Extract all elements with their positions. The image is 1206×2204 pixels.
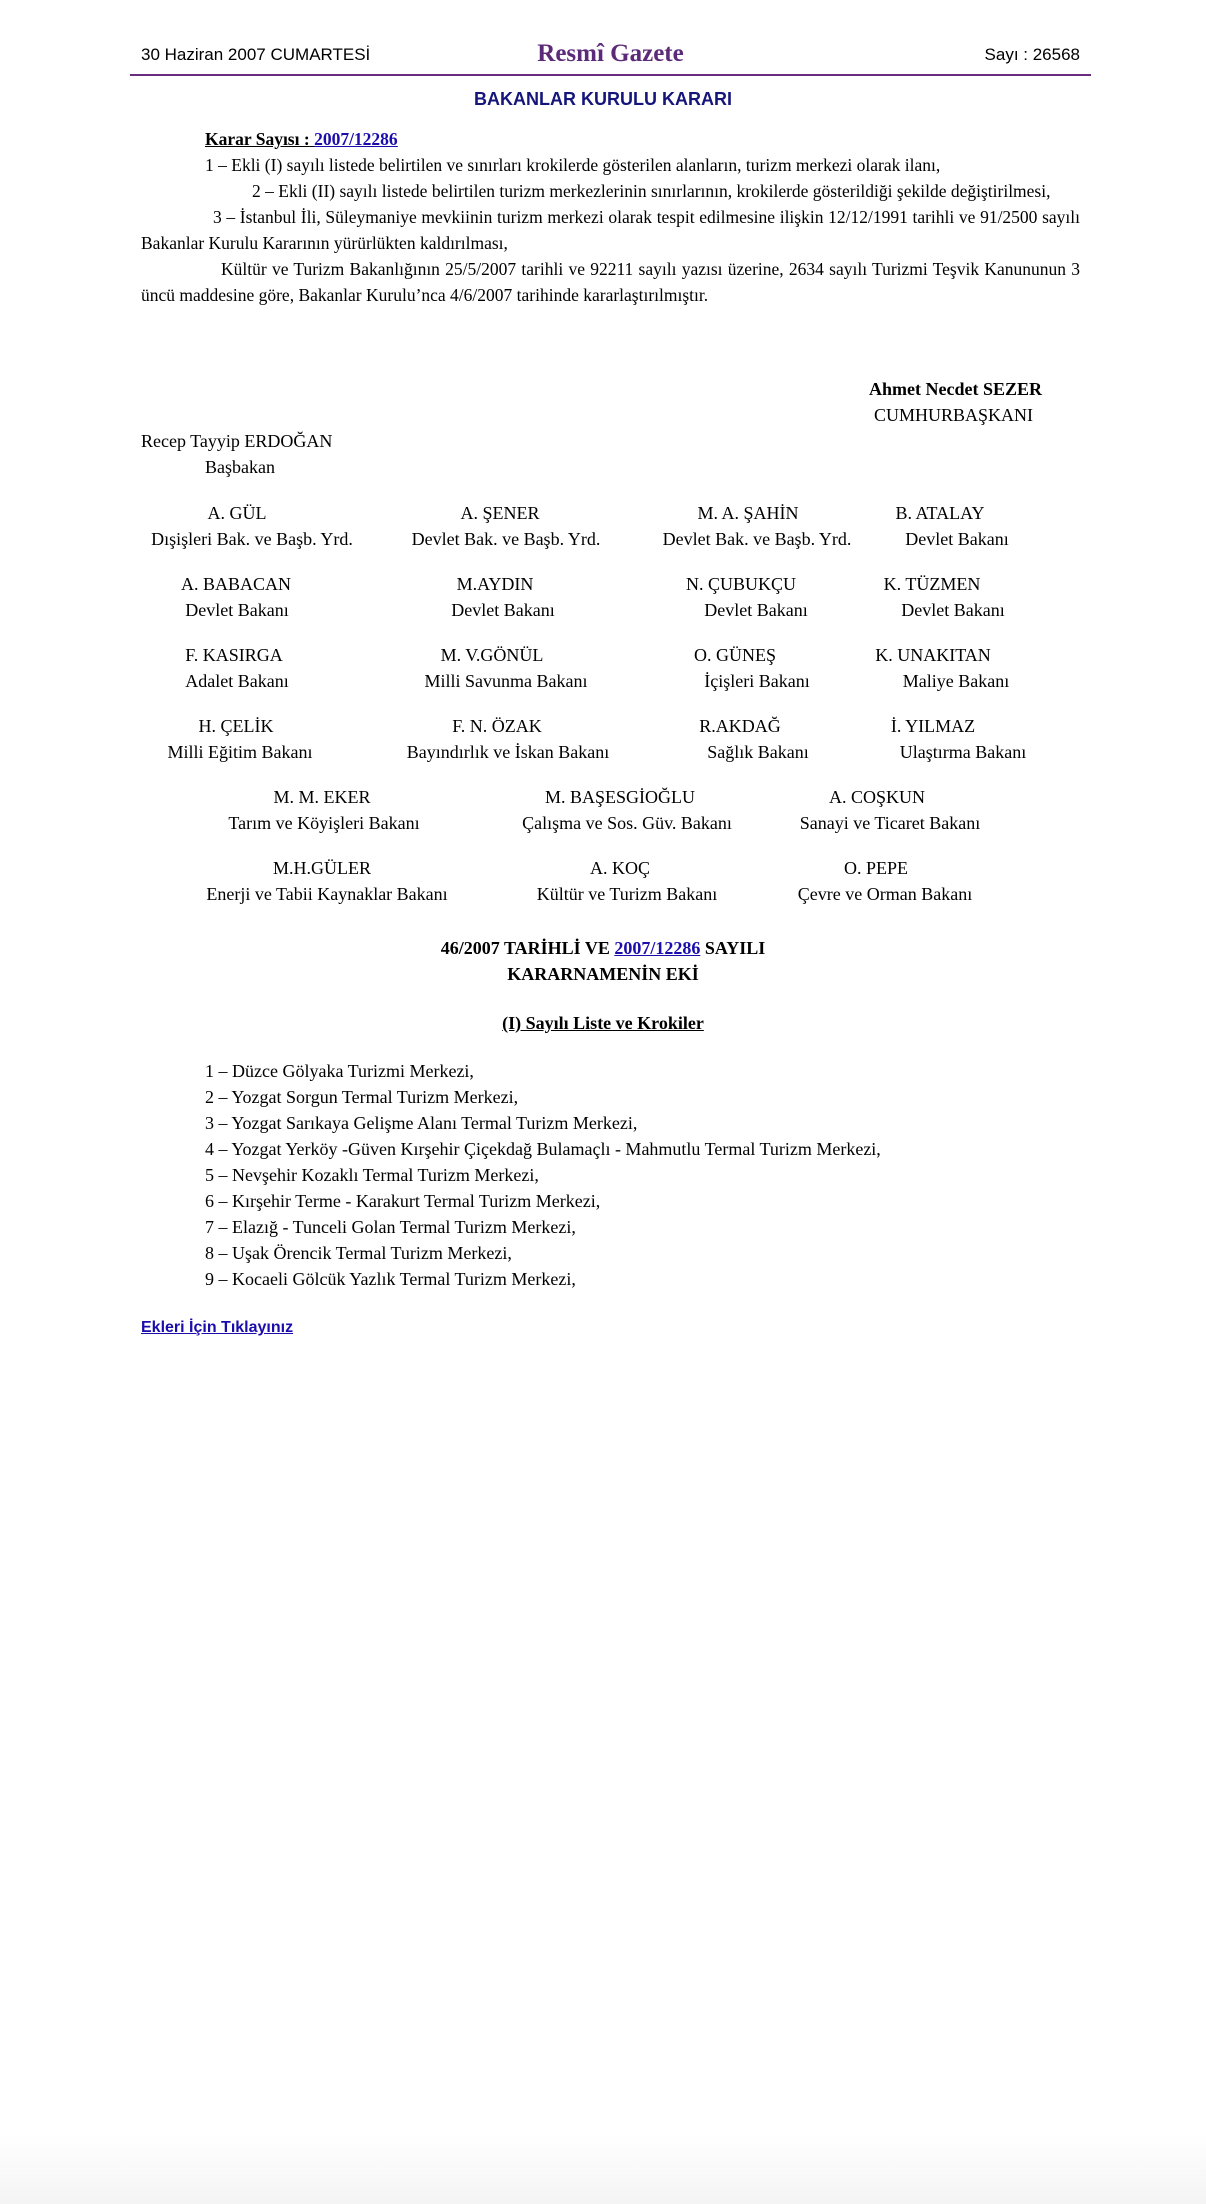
minister-name: M.AYDIN <box>456 574 534 594</box>
minister-name: M. M. EKER <box>273 787 371 807</box>
list-item: 9 – Kocaeli Gölcük Yazlık Termal Turizm Merkezi, <box>205 1269 576 1289</box>
minister-title: Milli Savunma Bakanı <box>424 671 588 691</box>
minister-title: Devlet Bak. ve Başb. Yrd. <box>662 529 852 549</box>
prime-minister-name: Recep Tayyip ERDOĞAN <box>141 431 333 451</box>
decision-number-line <box>141 126 1080 152</box>
minister-name: O. GÜNEŞ <box>693 645 777 665</box>
decision-body <box>141 126 1080 308</box>
minister-name: F. KASIRGA <box>185 645 283 665</box>
minister-title: Enerji ve Tabii Kaynaklar Bakanı <box>206 884 448 904</box>
tourism-center-list <box>205 1058 881 1292</box>
minister-name: A. KOÇ <box>589 858 651 878</box>
minister-title: İçişleri Bakanı <box>704 671 810 691</box>
page-bottom-shade <box>0 2134 1206 2204</box>
minister-name: B. ATALAY <box>895 503 985 523</box>
minister-name: K. UNAKITAN <box>875 645 991 665</box>
minister-title: Çevre ve Orman Bakanı <box>797 884 973 904</box>
gazette-header <box>130 40 1091 76</box>
decision-title: BAKANLAR KURULU KARARI <box>474 89 732 109</box>
minister-name: R.AKDAĞ <box>699 716 781 736</box>
minister-name: H. ÇELİK <box>198 716 274 736</box>
annex-heading-line-1 <box>0 935 1206 961</box>
list-item: 7 – Elazığ - Tunceli Golan Termal Turizm Merkezi, <box>205 1217 576 1237</box>
header-date: 30 Haziran 2007 CUMARTESİ <box>141 45 371 64</box>
article-1: 1 – Ekli (I) sayılı listede belirtilen ve sınırları krokilerde gösterilen alanların, turizm merkezi olarak ilanı, <box>205 155 941 175</box>
minister-name: F. N. ÖZAK <box>452 716 542 736</box>
minister-title: Devlet Bakanı <box>901 600 1005 620</box>
issue-number: Sayı : 26568 <box>984 45 1080 64</box>
president-title: CUMHURBAŞKANI <box>874 405 1034 425</box>
minister-title: Sağlık Bakanı <box>707 742 809 762</box>
annex-heading-prefix: 46/2007 TARİHLİ VE <box>440 938 610 958</box>
list-item: 8 – Uşak Örencik Termal Turizm Merkezi, <box>205 1243 512 1263</box>
annex-decision-link[interactable]: 2007/12286 <box>614 938 701 958</box>
decision-number-link[interactable]: 2007/12286 <box>314 129 398 149</box>
minister-title: Devlet Bakanı <box>704 600 808 620</box>
minister-name: N. ÇUBUKÇU <box>685 574 797 594</box>
minister-name: M. V.GÖNÜL <box>440 645 544 665</box>
minister-title: Devlet Bak. ve Başb. Yrd. <box>411 529 601 549</box>
minister-title: Bayındırlık ve İskan Bakanı <box>406 742 610 762</box>
annex-heading-line-2: KARARNAMENİN EKİ <box>507 964 699 984</box>
attachments-link[interactable]: Ekleri İçin Tıklayınız <box>141 1319 294 1336</box>
minister-name: A. BABACAN <box>180 574 292 594</box>
minister-title: Sanayi ve Ticaret Bakanı <box>799 813 981 833</box>
list-item: 6 – Kırşehir Terme - Karakurt Termal Turizm Merkezi, <box>205 1191 601 1211</box>
list-item: 4 – Yozgat Yerköy -Güven Kırşehir Çiçekdağ Bulamaçlı - Mahmutlu Termal Turizm Merkezi, <box>205 1139 881 1159</box>
gazette-title: Resmî Gazete <box>537 40 684 67</box>
minister-name: M. A. ŞAHİN <box>697 503 799 523</box>
minister-name: A. ŞENER <box>460 503 540 523</box>
minister-name: M.H.GÜLER <box>273 858 371 878</box>
list-item: 5 – Nevşehir Kozaklı Termal Turizm Merkezi, <box>205 1165 539 1185</box>
prime-minister-title: Başbakan <box>205 457 275 477</box>
minister-name: İ. YILMAZ <box>890 716 976 736</box>
president-name: Ahmet Necdet SEZER <box>869 379 1042 399</box>
annex-heading-suffix: SAYILI <box>704 938 766 958</box>
minister-title: Devlet Bakanı <box>905 529 1009 549</box>
list-item: 1 – Düzce Gölyaka Turizmi Merkezi, <box>205 1061 474 1081</box>
minister-title: Devlet Bakanı <box>451 600 555 620</box>
minister-name: A. COŞKUN <box>828 787 926 807</box>
list-title: (I) Sayılı Liste ve Krokiler <box>502 1013 704 1033</box>
article-3: 3 – İstanbul İli, Süleymaniye mevkiinin turizm merkezi olarak tespit edilmesine ilişkin 12/12/1991 tarihli ve 91/2500 sayılı Bakanlar Kurulu Kararının yürürlükten kaldırılması, <box>141 207 1080 253</box>
list-item: 2 – Yozgat Sorgun Termal Turizm Merkezi, <box>205 1087 519 1107</box>
minister-name: M. BAŞESGİOĞLU <box>544 787 696 807</box>
enactment-paragraph: Kültür ve Turizm Bakanlığının 25/5/2007 tarihli ve 92211 sayılı yazısı üzerine, 2634 sayılı Turizmi Teşvik Kanununun 3 üncü maddesine göre, Bakanlar Kurulu’nca 4/6/2007 tarihinde kararlaştırılmıştır. <box>141 259 1080 305</box>
minister-title: Devlet Bakanı <box>185 600 289 620</box>
decision-number-label: Karar Sayısı : <box>205 129 310 149</box>
minister-title: Tarım ve Köyişleri Bakanı <box>228 813 420 833</box>
minister-title: Maliye Bakanı <box>902 671 1010 691</box>
list-item: 3 – Yozgat Sarıkaya Gelişme Alanı Termal Turizm Merkezi, <box>205 1113 638 1133</box>
minister-title: Adalet Bakanı <box>185 671 289 691</box>
minister-name: O. PEPE <box>843 858 909 878</box>
article-2: 2 – Ekli (II) sayılı listede belirtilen turizm merkezlerinin sınırlarının, krokilerde gösterildiği şekilde değiştirilmesi, <box>252 181 1051 201</box>
minister-title: Ulaştırma Bakanı <box>899 742 1027 762</box>
minister-title: Çalışma ve Sos. Güv. Bakanı <box>522 813 732 833</box>
minister-name: A. GÜL <box>207 503 267 523</box>
minister-title: Milli Eğitim Bakanı <box>167 742 313 762</box>
minister-title: Dışişleri Bak. ve Başb. Yrd. <box>151 529 353 549</box>
minister-name: K. TÜZMEN <box>883 574 981 594</box>
minister-title: Kültür ve Turizm Bakanı <box>536 884 718 904</box>
